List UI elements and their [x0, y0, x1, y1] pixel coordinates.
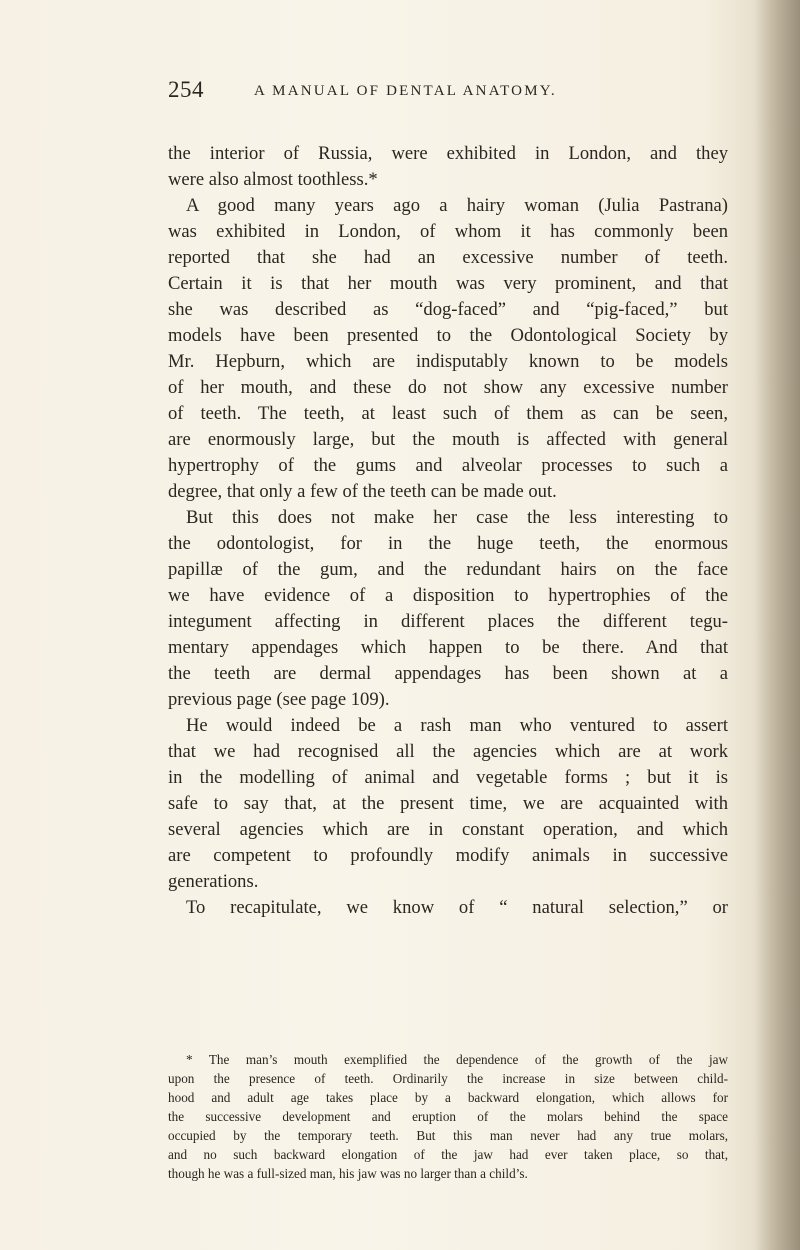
body-line: He would indeed be a rash man who ventured to assert [186, 715, 728, 736]
body-line: mentary appendages which happen to be there. And that [168, 637, 728, 658]
footnote-line: hood and adult age takes place by a backward elongation, which allows for [168, 1090, 728, 1105]
body-line: the teeth are dermal appendages has been shown at a [168, 663, 728, 684]
body-line: in the modelling of animal and vegetable forms ; but it is [168, 767, 728, 788]
body-line: of her mouth, and these do not show any excessive number [168, 377, 728, 398]
body-line: of teeth. The teeth, at least such of them as can be seen, [168, 403, 728, 424]
body-line: hypertrophy of the gums and alveolar processes to such a [168, 455, 728, 476]
footnote-line: though he was a full-sized man, his jaw was no larger than a child’s. [168, 1166, 528, 1181]
body-line: she was described as “dog-faced” and “pig-faced,” but [168, 299, 728, 320]
footnote-line: and no such backward elongation of the jaw had ever taken place, so that, [168, 1147, 728, 1162]
body-line: safe to say that, at the present time, we are acquainted with [168, 793, 728, 814]
footnote-line: occupied by the temporary teeth. But this man never had any true molars, [168, 1128, 728, 1143]
body-line: the interior of Russia, were exhibited in London, and they [168, 143, 728, 164]
body-line: several agencies which are in constant operation, and which [168, 819, 728, 840]
body-line: are enormously large, but the mouth is affected with general [168, 429, 728, 450]
body-line: previous page (see page 109). [168, 689, 390, 710]
footnote-line: upon the presence of teeth. Ordinarily the increase in size between child- [168, 1071, 728, 1086]
page-binding-shadow [754, 0, 800, 1250]
body-line: reported that she had an excessive number of teeth. [168, 247, 728, 268]
page-number: 254 [168, 77, 204, 102]
footnote-line: * The man’s mouth exemplified the dependence of the growth of the jaw [186, 1052, 728, 1067]
body-line: are competent to profoundly modify animals in successive [168, 845, 728, 866]
body-line: the odontologist, for in the huge teeth, the enormous [168, 533, 728, 554]
footnote [168, 1050, 728, 1183]
body-line: papillæ of the gum, and the redundant hairs on the face [168, 559, 728, 580]
body-line: generations. [168, 871, 259, 892]
body-line: But this does not make her case the less interesting to [186, 507, 728, 528]
page-header [168, 77, 728, 107]
body-line: Certain it is that her mouth was very prominent, and that [168, 273, 728, 294]
body-line: degree, that only a few of the teeth can be made out. [168, 481, 557, 502]
body-line: integument affecting in different places the different tegu- [168, 611, 728, 632]
running-head: A MANUAL OF DENTAL ANATOMY. [254, 83, 557, 99]
body-line: were also almost toothless.* [168, 169, 378, 190]
body-line: models have been presented to the Odontological Society by [168, 325, 728, 346]
body-line: Mr. Hepburn, which are indisputably known to be models [168, 351, 728, 372]
body-line: was exhibited in London, of whom it has commonly been [168, 221, 728, 242]
footnote-line: the successive development and eruption of the molars behind the space [168, 1109, 728, 1124]
body-line: A good many years ago a hairy woman (Julia Pastrana) [186, 195, 728, 216]
body-line: we have evidence of a disposition to hypertrophies of the [168, 585, 728, 606]
body-line: To recapitulate, we know of “ natural selection,” or [186, 897, 728, 918]
body-line: that we had recognised all the agencies which are at work [168, 741, 728, 762]
body-text [168, 141, 728, 921]
